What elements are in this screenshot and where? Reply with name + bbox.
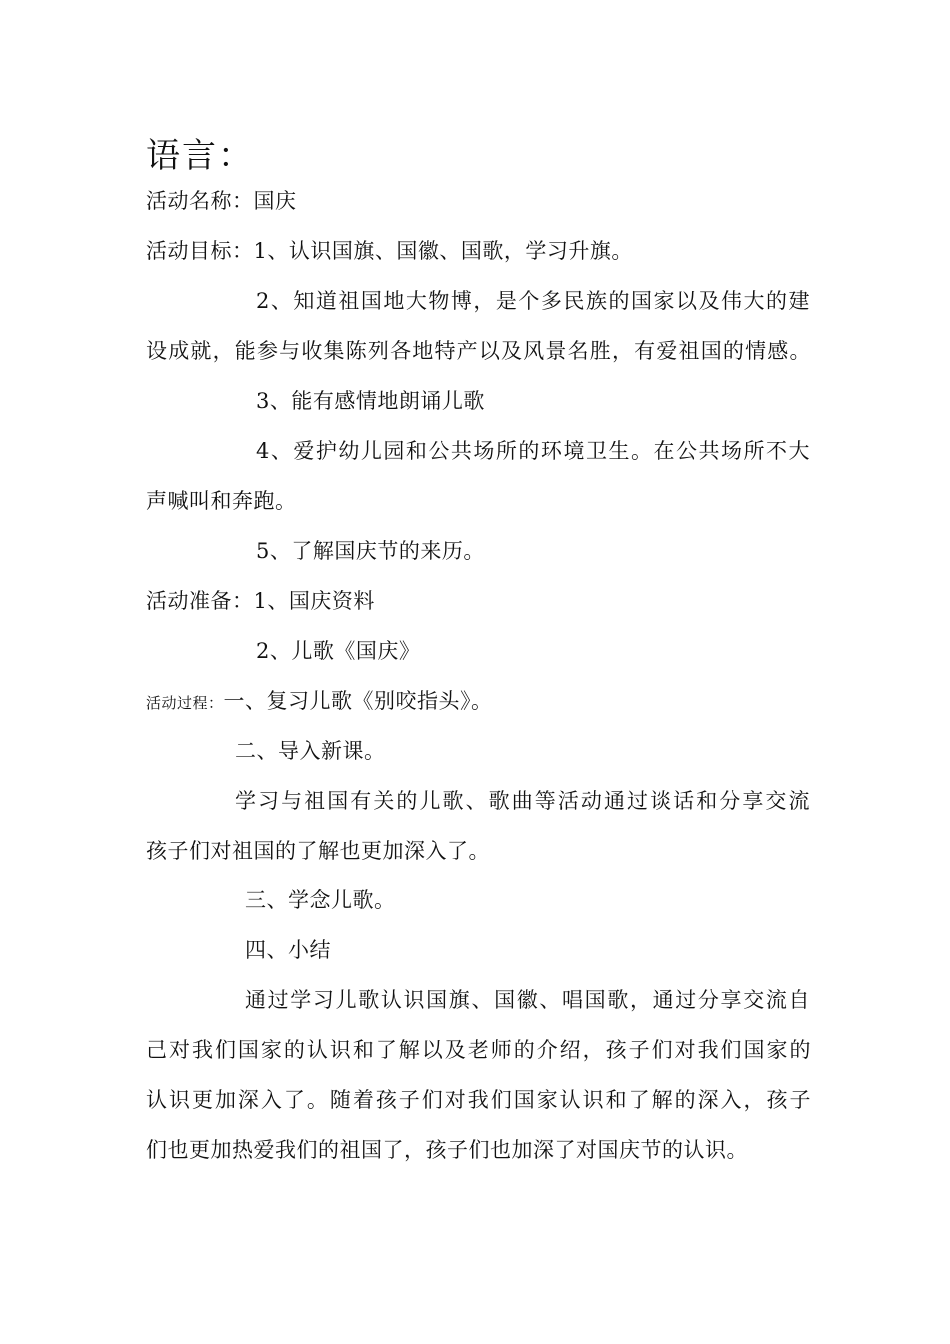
goal-item-4-line-2: 声喊叫和奔跑。 — [146, 489, 297, 513]
preparation-label: 活动准备： — [146, 589, 254, 613]
goal-item-3: 3、能有感情地朗诵儿歌 — [256, 389, 485, 413]
activity-name-value: 国庆 — [253, 189, 297, 213]
summary-line-1: 通过学习儿歌认识国旗、国徽、唱国歌，通过分享交流自 — [245, 988, 810, 1012]
preparation-item-1: 1、国庆资料 — [253, 589, 375, 613]
summary-line-3: 认识更加深入了。随着孩子们对我们国家认识和了解的深入，孩子 — [146, 1088, 811, 1112]
summary-line-2: 己对我们国家的认识和了解以及老师的介绍，孩子们对我们国家的 — [146, 1038, 811, 1062]
goal-item-5: 5、了解国庆节的来历。 — [256, 539, 485, 563]
page-title: 语言： — [146, 136, 254, 176]
goal-item-4-line-1: 4、爱护幼儿园和公共场所的环境卫生。在公共场所不大 — [256, 439, 810, 463]
process-line-1 — [146, 687, 811, 717]
goal-item-1: 1、认识国旗、国徽、国歌，学习升旗。 — [253, 239, 633, 263]
summary-line-4: 们也更加热爱我们的祖国了，孩子们也加深了对国庆节的认识。 — [146, 1138, 748, 1162]
goal-item-2-line-1: 2、知道祖国地大物博，是个多民族的国家以及伟大的建 — [256, 289, 810, 313]
preparation-line-1 — [146, 587, 811, 615]
process-step-2-text-line-2: 孩子们对祖国的了解也更加深入了。 — [146, 839, 490, 863]
process-step-3: 三、学念儿歌。 — [245, 888, 396, 912]
preparation-item-2: 2、儿歌《国庆》 — [256, 639, 421, 663]
process-step-1: 一、复习儿歌《别咬指头》。 — [223, 689, 493, 713]
goals-line-1 — [146, 237, 811, 265]
activity-name-label: 活动名称： — [146, 189, 254, 213]
process-step-4: 四、小结 — [245, 938, 331, 962]
activity-name-line — [146, 187, 811, 215]
goal-item-2-line-2: 设成就，能参与收集陈列各地特产以及风景名胜，有爱祖国的情感。 — [146, 339, 811, 363]
goals-label: 活动目标： — [146, 239, 254, 263]
process-step-2-text-line-1: 学习与祖国有关的儿歌、歌曲等活动通过谈话和分享交流 — [235, 789, 810, 813]
process-step-2: 二、导入新课。 — [235, 739, 386, 763]
process-label: 活动过程： — [146, 694, 224, 712]
